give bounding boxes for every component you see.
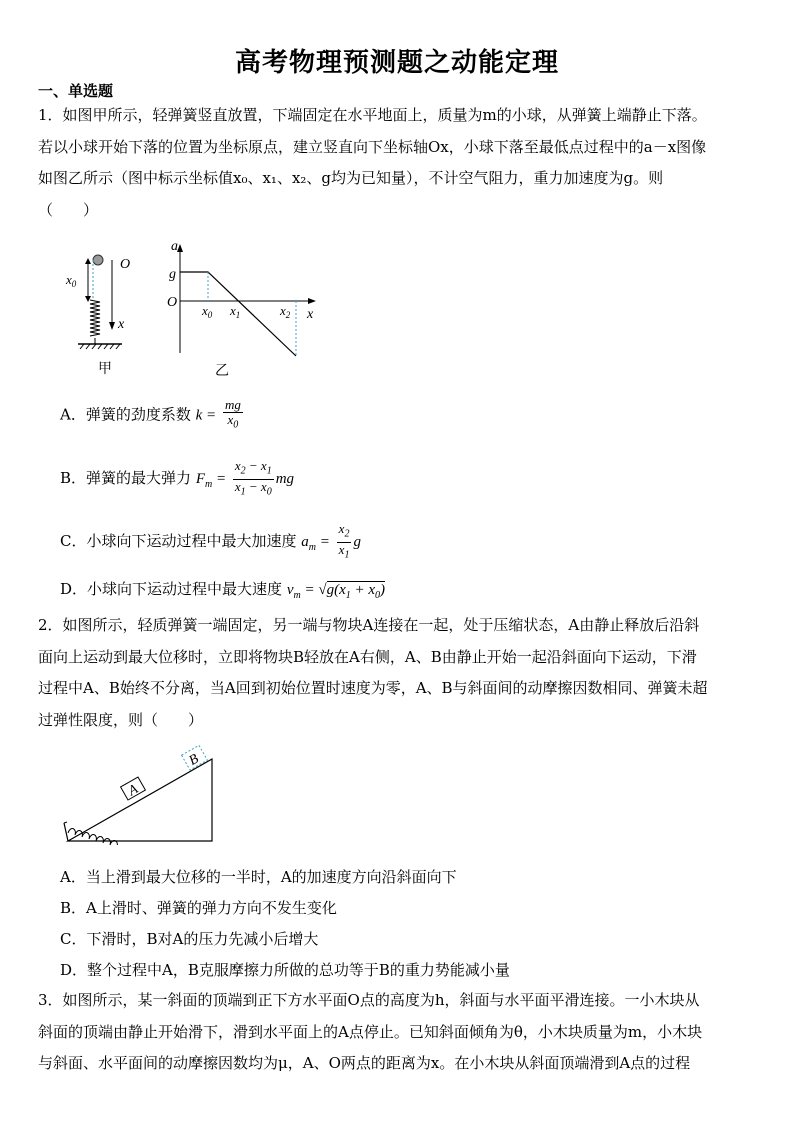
q1-option-d-formula: $v_m = √g(x_1 + x_0)$ (286, 582, 386, 601)
q1-option-d[interactable] (60, 578, 385, 601)
jia-label-o: O (120, 257, 131, 272)
incline-label-a: A (125, 781, 141, 800)
q1-option-c-formula: $a_m$ = (301, 534, 330, 554)
q3-line-1: 3．如图所示，某一斜面的顶端到正下方水平面O点的高度为h，斜面与水平面平滑连接。一小木块从 (38, 991, 700, 1009)
jia-label-x: x (118, 317, 125, 332)
yi-label-x2: $x_2$ (280, 303, 291, 320)
q1-option-a[interactable] (60, 398, 245, 433)
q1-option-b-text: B．弹簧的最大弹力 (60, 469, 192, 488)
q2-option-a[interactable]: A．当上滑到最大位移的一半时，A的加速度方向沿斜面向下 (60, 868, 457, 886)
q1-option-a-text: A．弹簧的劲度系数 (60, 405, 191, 424)
figure-yi-graph (160, 238, 325, 380)
page-title: 高考物理预测题之动能定理 (234, 48, 559, 78)
q3-line-3: 与斜面、水平面间的动摩擦因数均为μ，A、O两点的距离为x。在小木块从斜面顶端滑到A点的过程 (38, 1054, 691, 1072)
q1-option-a-formula: k = (195, 407, 217, 424)
yi-axis-x: x (307, 307, 314, 322)
yi-caption: 乙 (215, 364, 229, 379)
figure-jia-spring (60, 248, 160, 378)
q2-line-3: 过程中A、B始终不分离，当A回到初始位置时速度为零，A、B与斜面间的动摩擦因数相同、弹簧未超 (38, 679, 708, 697)
question-2-text (38, 610, 758, 736)
q1-line-3: 如图乙所示（图中标示坐标值x₀、x₁、x₂、g均为已知量），不计空气阻力，重力加速度为g。则 (38, 169, 664, 187)
jia-caption: 甲 (98, 362, 112, 377)
q1-option-a-fraction: $\frac{mg}{x_0}$ (224, 397, 241, 431)
q1-option-b-fraction: $\frac{x_2 - x_1}{x_1 - x_0}$ (234, 458, 272, 498)
q2-line-1: 2．如图所示，轻质弹簧一端固定，另一端与物块A连接在一起，处于压缩状态，A由静止释放后沿斜 (38, 616, 700, 634)
q1-option-b-formula: $F_m$ = (195, 471, 227, 491)
figure-incline-spring (60, 745, 220, 845)
yi-label-x1: $x_1$ (230, 303, 241, 320)
section-heading: 一、单选题 (38, 82, 114, 100)
question-3-text (38, 985, 758, 1080)
yi-axis-a: a (171, 239, 178, 254)
q1-line-1: 1．如图甲所示，轻弹簧竖直放置，下端固定在水平地面上，质量为m的小球，从弹簧上端静止下落。 (38, 106, 707, 124)
incline-label-b: B (186, 751, 202, 769)
q2-line-4: 过弹性限度，则（ ） (38, 710, 204, 729)
q1-line-4: （ ） (38, 200, 99, 219)
q1-option-d-text: D．小球向下运动过程中最大速度 (60, 580, 283, 598)
q1-option-c[interactable]: C．小球向下运动过程中最大加速度 $a_m$ = $\frac{x_2}{x_1}$ g (60, 521, 361, 561)
q2-option-b[interactable]: B．A上滑时、弹簧的弹力方向不发生变化 (60, 899, 337, 917)
q1-option-c-fraction: $\frac{x_2}{x_1}$ (338, 521, 350, 561)
question-1-text (38, 100, 758, 226)
q1-line-2: 若以小球开始下落的位置为坐标原点，建立竖直向下坐标轴Ox，小球下落至最低点过程中的a－x图像 (38, 137, 707, 156)
q1-option-c-text: C．小球向下运动过程中最大加速度 (60, 532, 297, 551)
q2-option-d[interactable]: D．整个过程中A，B克服摩擦力所做的总功等于B的重力势能减小量 (60, 961, 510, 979)
q2-line-2: 面向上运动到最大位移时，立即将物块B轻放在A右侧，A、B由静止开始一起沿斜面向下运动，下滑 (38, 647, 697, 666)
yi-label-o: O (167, 295, 178, 310)
yi-label-x0: $x_0$ (202, 303, 213, 320)
jia-label-x0: $x_0$ (66, 272, 77, 289)
q3-line-2: 斜面的顶端由静止开始滑下，滑到水平面上的A点停止。已知斜面倾角为θ，小木块质量为m，小木块 (38, 1022, 703, 1041)
q1-option-b[interactable]: B．弹簧的最大弹力 $F_m$ = $\frac{x_2 - x_1}{x_1 - x_0}$ mg (60, 458, 295, 498)
yi-label-g: g (169, 267, 176, 282)
q2-option-c[interactable]: C．下滑时，B对A的压力先减小后增大 (60, 930, 319, 948)
